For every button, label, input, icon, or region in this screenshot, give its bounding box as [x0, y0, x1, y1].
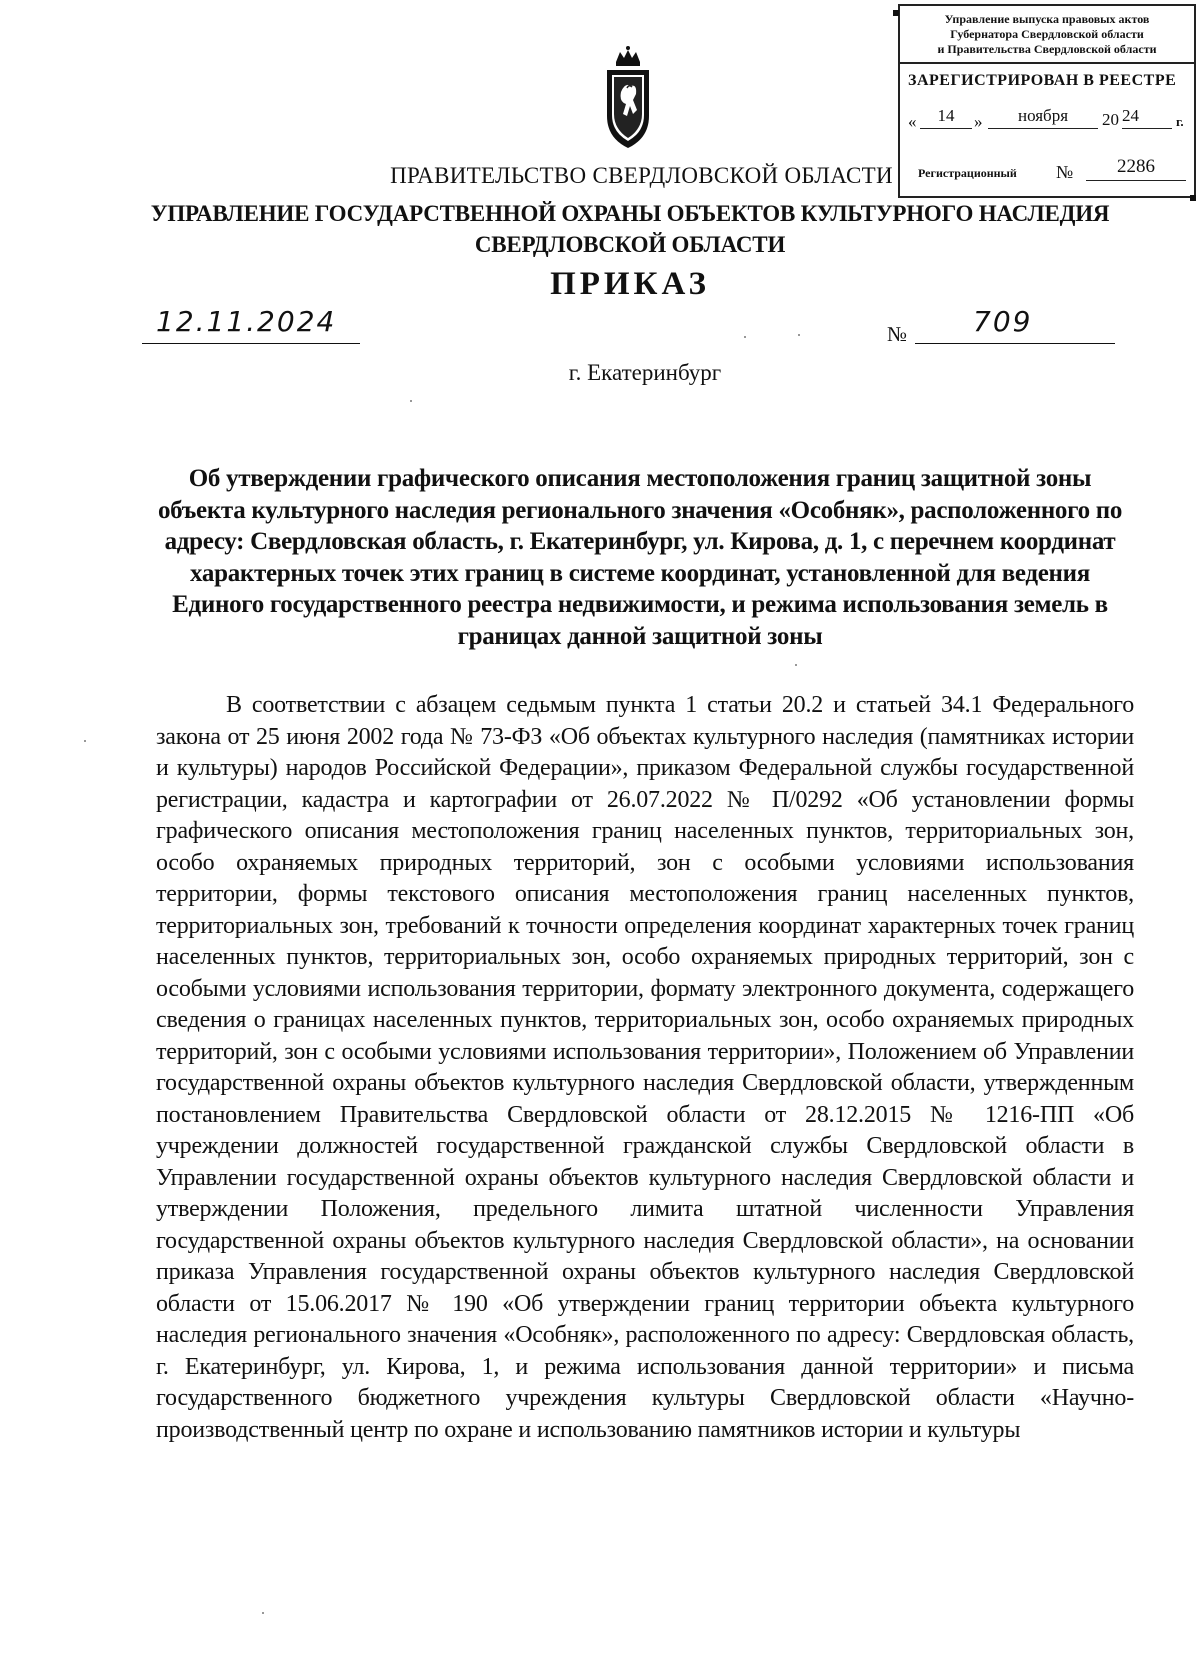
document-title: Об утверждении графического описания местоположения границ защитной зоны объекта культурного наследия регионального значения «Особняк», расположенного по адресу: Свердловская область, г. Екатеринбург, ул. Кирова, д. 1, с перечнем координат характерных точек этих границ в системе координат, установленной для ведения Единого государственного реестра недвижимости, и режима использования земель в границах данной защитной зоны: [157, 465, 1123, 650]
stamp-corner-mark: [893, 10, 899, 16]
stamp-registered-text: ЗАРЕГИСТРИРОВАН В РЕЕСТРЕ: [908, 72, 1177, 89]
department-line: УПРАВЛЕНИЕ ГОСУДАРСТВЕННОЙ ОХРАНЫ ОБЪЕКТОВ КУЛЬТУРНОГО НАСЛЕДИЯ: [150, 201, 1110, 226]
stamp-year-prefix: 20: [1102, 110, 1119, 129]
scan-speck: [744, 336, 746, 338]
scan-speck: [798, 334, 800, 336]
stamp-header: [900, 6, 1194, 64]
order-date-field: [142, 303, 360, 344]
stamp-reg-label: Регистрационный: [918, 166, 1017, 180]
stamp-quote-close: »: [974, 112, 983, 131]
department-line: СВЕРДЛОВСКОЙ ОБЛАСТИ: [474, 232, 786, 257]
scan-speck: [410, 400, 412, 402]
scan-speck: [84, 740, 86, 742]
stamp-reg-value: 2286: [1086, 156, 1186, 181]
stamp-header-line: и Правительства Свердловской области: [937, 41, 1157, 56]
document-body: [156, 690, 1134, 1446]
department-name: [140, 198, 1120, 260]
order-number-label: №: [887, 322, 908, 346]
stamp-header-line: Губернатора Свердловской области: [950, 26, 1144, 41]
body-paragraph: В соответствии с абзацем седьмым пункта 1 статьи 20.2 и статьей 34.1 Федерального закона от 25 июня 2002 года № 73-ФЗ «Об объектах культурного наследия (памятниках истории и культуры) народов Российской Федерации», приказом Федеральной службы государственной регистрации, кадастра и картографии от 26.07.2022 № П/0292 «Об установлении формы графического описания местоположения границ населенных пунктов, территориальных зон, особо охраняемых природных территорий, зон с особыми условиями использования территории, формы текстового описания местоположения границ населенных пунктов, территориальных зон, требований к точности определения координат характерных точек границ населенных пунктов, территориальных зон, особо охраняемых природных территорий, зон с особыми условиями использования территории, формату электронного документа, содержащего сведения о границах населенных пунктов, территориальных зон, особо охраняемых природных территорий, зон с особыми условиями использования территории», Положением об Управлении государственной охраны объектов культурного наследия Свердловской области, утвержденным постановлением Правительства Свердловской области от 28.12.2015 № 1216-ПП «Об учреждении должностей государственной гражданской службы Свердловской области в Управлении государственной охраны объектов культурного наследия Свердловской области и утверждении Положения, предельного лимита штатной численности Управления государственной охраны объектов культурного наследия Свердловской области», на основании приказа Управления государственной охраны объектов культурного наследия Свердловской области от 15.06.2017 № 190 «Об утверждении границ территории объекта культурного наследия регионального значения «Особняк», расположенного по адресу: Свердловская область, г. Екатеринбург, ул. Кирова, 1, и режима использования данной территории» и письма государственного бюджетного учреждения культуры Свердловской области «Научно-производственный центр по охране и использованию памятников истории и культуры: [156, 692, 1134, 1443]
stamp-year-suffix: 24: [1122, 106, 1172, 129]
stamp-reg-no-sign: №: [1056, 162, 1074, 182]
stamp-corner-mark: [1190, 195, 1196, 201]
stamp-day: 14: [920, 106, 972, 129]
government-name: ПРАВИТЕЛЬСТВО СВЕРДЛОВСКОЙ ОБЛАСТИ: [390, 163, 893, 188]
order-number-field: [915, 303, 1115, 344]
stamp-month: ноября: [988, 106, 1098, 129]
order-number-handwritten: 709: [973, 305, 1033, 338]
stamp-quote-open: «: [908, 112, 917, 131]
document-type: ПРИКАЗ: [550, 266, 710, 302]
scan-speck: [262, 1612, 264, 1614]
coat-of-arms-icon: [603, 44, 653, 150]
order-date-handwritten: 12.11.2024: [156, 305, 337, 338]
stamp-date: [908, 106, 1190, 136]
city: г. Екатеринбург: [568, 360, 722, 385]
stamp-header-line: Управление выпуска правовых актов: [944, 11, 1150, 26]
stamp-year-unit: г.: [1176, 114, 1184, 129]
scan-speck: [795, 664, 797, 666]
